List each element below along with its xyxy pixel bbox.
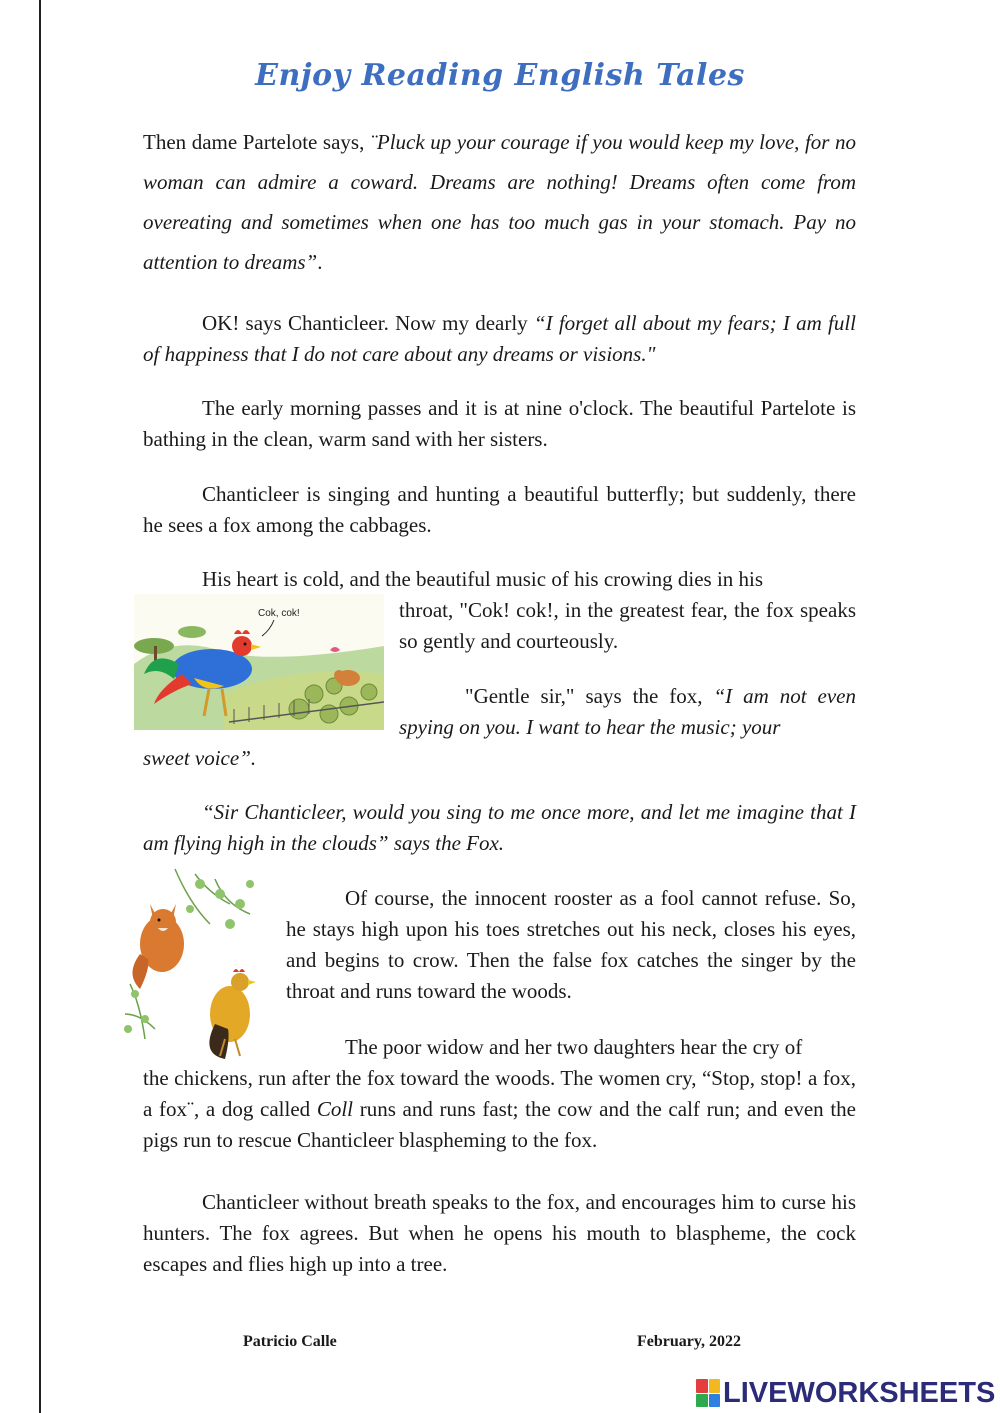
logo-icon <box>696 1379 720 1407</box>
paragraph-throat: throat, "Cok! cok!, in the greatest fear, the fox speaks so gently and courteously. <box>399 598 856 653</box>
paragraph-widow: The poor widow and her two daughters hear the cry of <box>345 1035 803 1059</box>
rooster-fox-cabbage-illustration <box>134 594 384 730</box>
footer-author: Patricio Calle <box>243 1333 337 1350</box>
paragraph-gentle-sir: "Gentle sir," says the fox, “I am not even spying on you. I want to hear the music; your <box>399 684 856 739</box>
paragraph-sweet-voice: sweet voice”. <box>143 746 257 770</box>
paragraph-chickens-run: the chickens, run after the fox toward the woods. The women cry, “Stop, stop! a fox, a fox¨, a dog called Coll runs and runs fast; the cow and the calf run; and even the pigs run to rescue Chanticleer blaspheming to the fox. <box>143 1066 857 1152</box>
paragraph-chanticleer-ok: OK! says Chanticleer. Now my dearly “I forget all about my fears; I am full of happiness that I do not care about any dreams or visions." <box>143 311 856 366</box>
paragraph-butterfly: Chanticleer is singing and hunting a beautiful butterfly; but suddenly, there he sees a fox among the cabbages. <box>143 482 856 537</box>
footer-date: February, 2022 <box>637 1333 741 1350</box>
paragraph-sir-chanticleer: “Sir Chanticleer, would you sing to me once more, and let me imagine that I am flying high in the clouds” says the Fox. <box>143 800 856 855</box>
paragraph-heart-cold: His heart is cold, and the beautiful music of his crowing dies in his <box>202 567 764 591</box>
paragraph-morning: The early morning passes and it is at nine o'clock. The beautiful Partelote is bathing in the clean, warm sand with her sisters. <box>143 396 856 451</box>
page-margin-line <box>39 0 41 1413</box>
paragraph-escape: Chanticleer without breath speaks to the fox, and encourages him to curse his hunters. The fox agrees. But when he opens his mouth to blaspheme, the cock escapes and flies high up into a tree. <box>143 1190 856 1276</box>
paragraph-of-course: Of course, the innocent rooster as a fool cannot refuse. So, he stays high upon his toes stretches out his neck, closes his eyes, and begins to crow. Then the false fox catches the singer by the throat and runs toward the woods. <box>286 886 856 1003</box>
fox-rooster-illustration <box>120 864 266 1060</box>
paragraph-partelote: Then dame Partelote says, ¨Pluck up your courage if you would keep my love, for no woman can admire a coward. Dreams are nothing! Dreams often come from overeating and sometimes when one has too much gas in your stomach. Pay no attention to dreams”. <box>143 130 856 274</box>
liveworksheets-logo[interactable] <box>696 1376 995 1410</box>
speech-caption: Cok, cok! <box>258 608 300 619</box>
page-title: Enjoy Reading English Tales <box>255 58 745 93</box>
logo-text: LIVEWORKSHEETS <box>723 1376 996 1409</box>
